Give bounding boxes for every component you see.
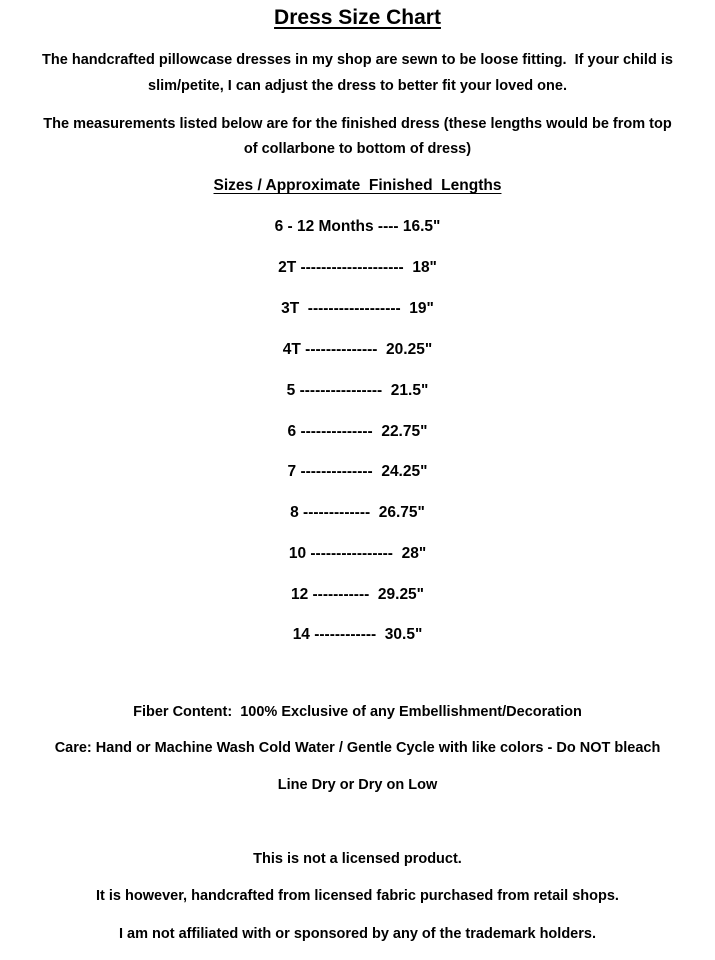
intro-line-1: The handcrafted pillowcase dresses in my shop are sewn to be loose fitting. If your child is	[42, 52, 673, 68]
fiber-content-text: Fiber Content: 100% Exclusive of any Embellishment/Decoration	[133, 704, 582, 720]
disclaimer-line-1: This is not a licensed product.	[253, 851, 462, 867]
size-row-6-12-months: 6 - 12 Months ---- 16.5"	[274, 218, 441, 235]
size-row-14: 14 ------------ 30.5"	[292, 626, 423, 643]
sizes-subheading: Sizes / Approximate Finished Lengths	[213, 177, 502, 194]
disclaimer-line-2: It is however, handcrafted from licensed fabric purchased from retail shops.	[96, 888, 619, 904]
size-row-4t: 4T -------------- 20.25"	[282, 341, 433, 358]
care-instructions-text: Care: Hand or Machine Wash Cold Water / Gentle Cycle with like colors - Do NOT bleach	[54, 740, 661, 756]
size-row-12: 12 ----------- 29.25"	[290, 586, 425, 603]
disclaimer-line-3: I am not affiliated with or sponsored by any of the trademark holders.	[119, 926, 596, 942]
size-row-3t: 3T ------------------ 19"	[281, 300, 434, 317]
intro-line-2: slim/petite, I can adjust the dress to better fit your loved one.	[148, 78, 567, 94]
size-row-10: 10 ---------------- 28"	[288, 545, 427, 562]
size-row-2t: 2T -------------------- 18"	[278, 259, 437, 276]
intro-line-4: of collarbone to bottom of dress)	[243, 141, 472, 157]
size-row-5: 5 ---------------- 21.5"	[286, 382, 429, 399]
size-row-7: 7 -------------- 24.25"	[287, 463, 428, 480]
size-row-6: 6 -------------- 22.75"	[287, 423, 428, 440]
intro-line-3: The measurements listed below are for the finished dress (these lengths would be from top	[43, 116, 672, 132]
dry-instructions-text: Line Dry or Dry on Low	[277, 777, 438, 793]
size-row-8: 8 ------------- 26.75"	[290, 504, 425, 521]
page-title: Dress Size Chart	[274, 6, 441, 29]
